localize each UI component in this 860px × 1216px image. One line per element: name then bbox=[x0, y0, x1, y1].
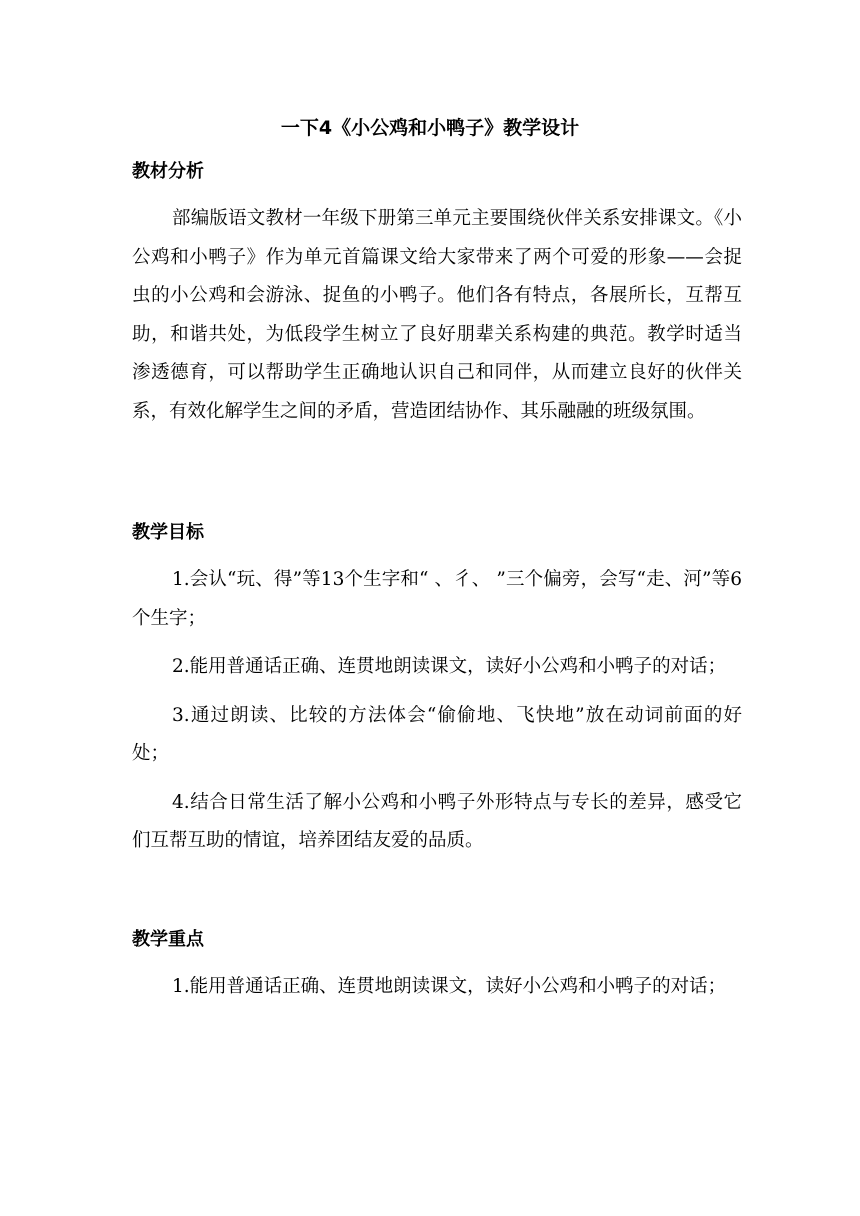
section-heading: 教学重点 bbox=[132, 929, 204, 950]
list-item: 2.能用普通话正确、连贯地朗读课文，读好小公鸡和小鸭子的对话； bbox=[172, 656, 727, 677]
list-item: 1.能用普通话正确、连贯地朗读课文，读好小公鸡和小鸭子的对话； bbox=[172, 976, 727, 997]
section-teaching-focus bbox=[132, 924, 742, 1007]
paragraph: 部编版语文教材一年级下册第三单元主要围绕伙伴关系安排课文。《小公鸡和小鸭子》作为单元首篇课文给大家带来了两个可爱的形象——会捉虫的小公鸡和会游泳、捉鱼的小鸭子。他们各有特点，各展所长，互帮互助，和谐共处，为低段学生树立了良好朋辈关系构建的典范。教学时适当渗透德育，可以帮助学生正确地认识自己和同伴，从而建立良好的伙伴关系，有效化解学生之间的矛盾，营造团结协作、其乐融融的班级氛围。 bbox=[132, 208, 742, 422]
section-teaching-goals bbox=[132, 517, 742, 861]
section-heading: 教学目标 bbox=[132, 522, 204, 543]
document-title: 一下4《小公鸡和小鸭子》教学设计 bbox=[280, 117, 580, 139]
paragraph-list bbox=[132, 968, 742, 1007]
list-item: 4.结合日常生活了解小公鸡和小鸭子外形特点与专长的差异，感受它们互帮互助的情谊，培养团结友爱的品质。 bbox=[132, 791, 742, 851]
section-textbook-analysis bbox=[132, 156, 742, 431]
paragraph-list bbox=[132, 200, 742, 431]
section-heading: 教材分析 bbox=[132, 161, 204, 182]
list-item: 1.会认“玩、得”等13个生字和“ 、彳、 ”三个偏旁，会写“走、河”等6个生字； bbox=[132, 569, 742, 629]
list-item: 3.通过朗读、比较的方法体会“偷偷地、飞快地”放在动词前面的好处； bbox=[132, 704, 742, 764]
paragraph-list bbox=[132, 561, 742, 861]
